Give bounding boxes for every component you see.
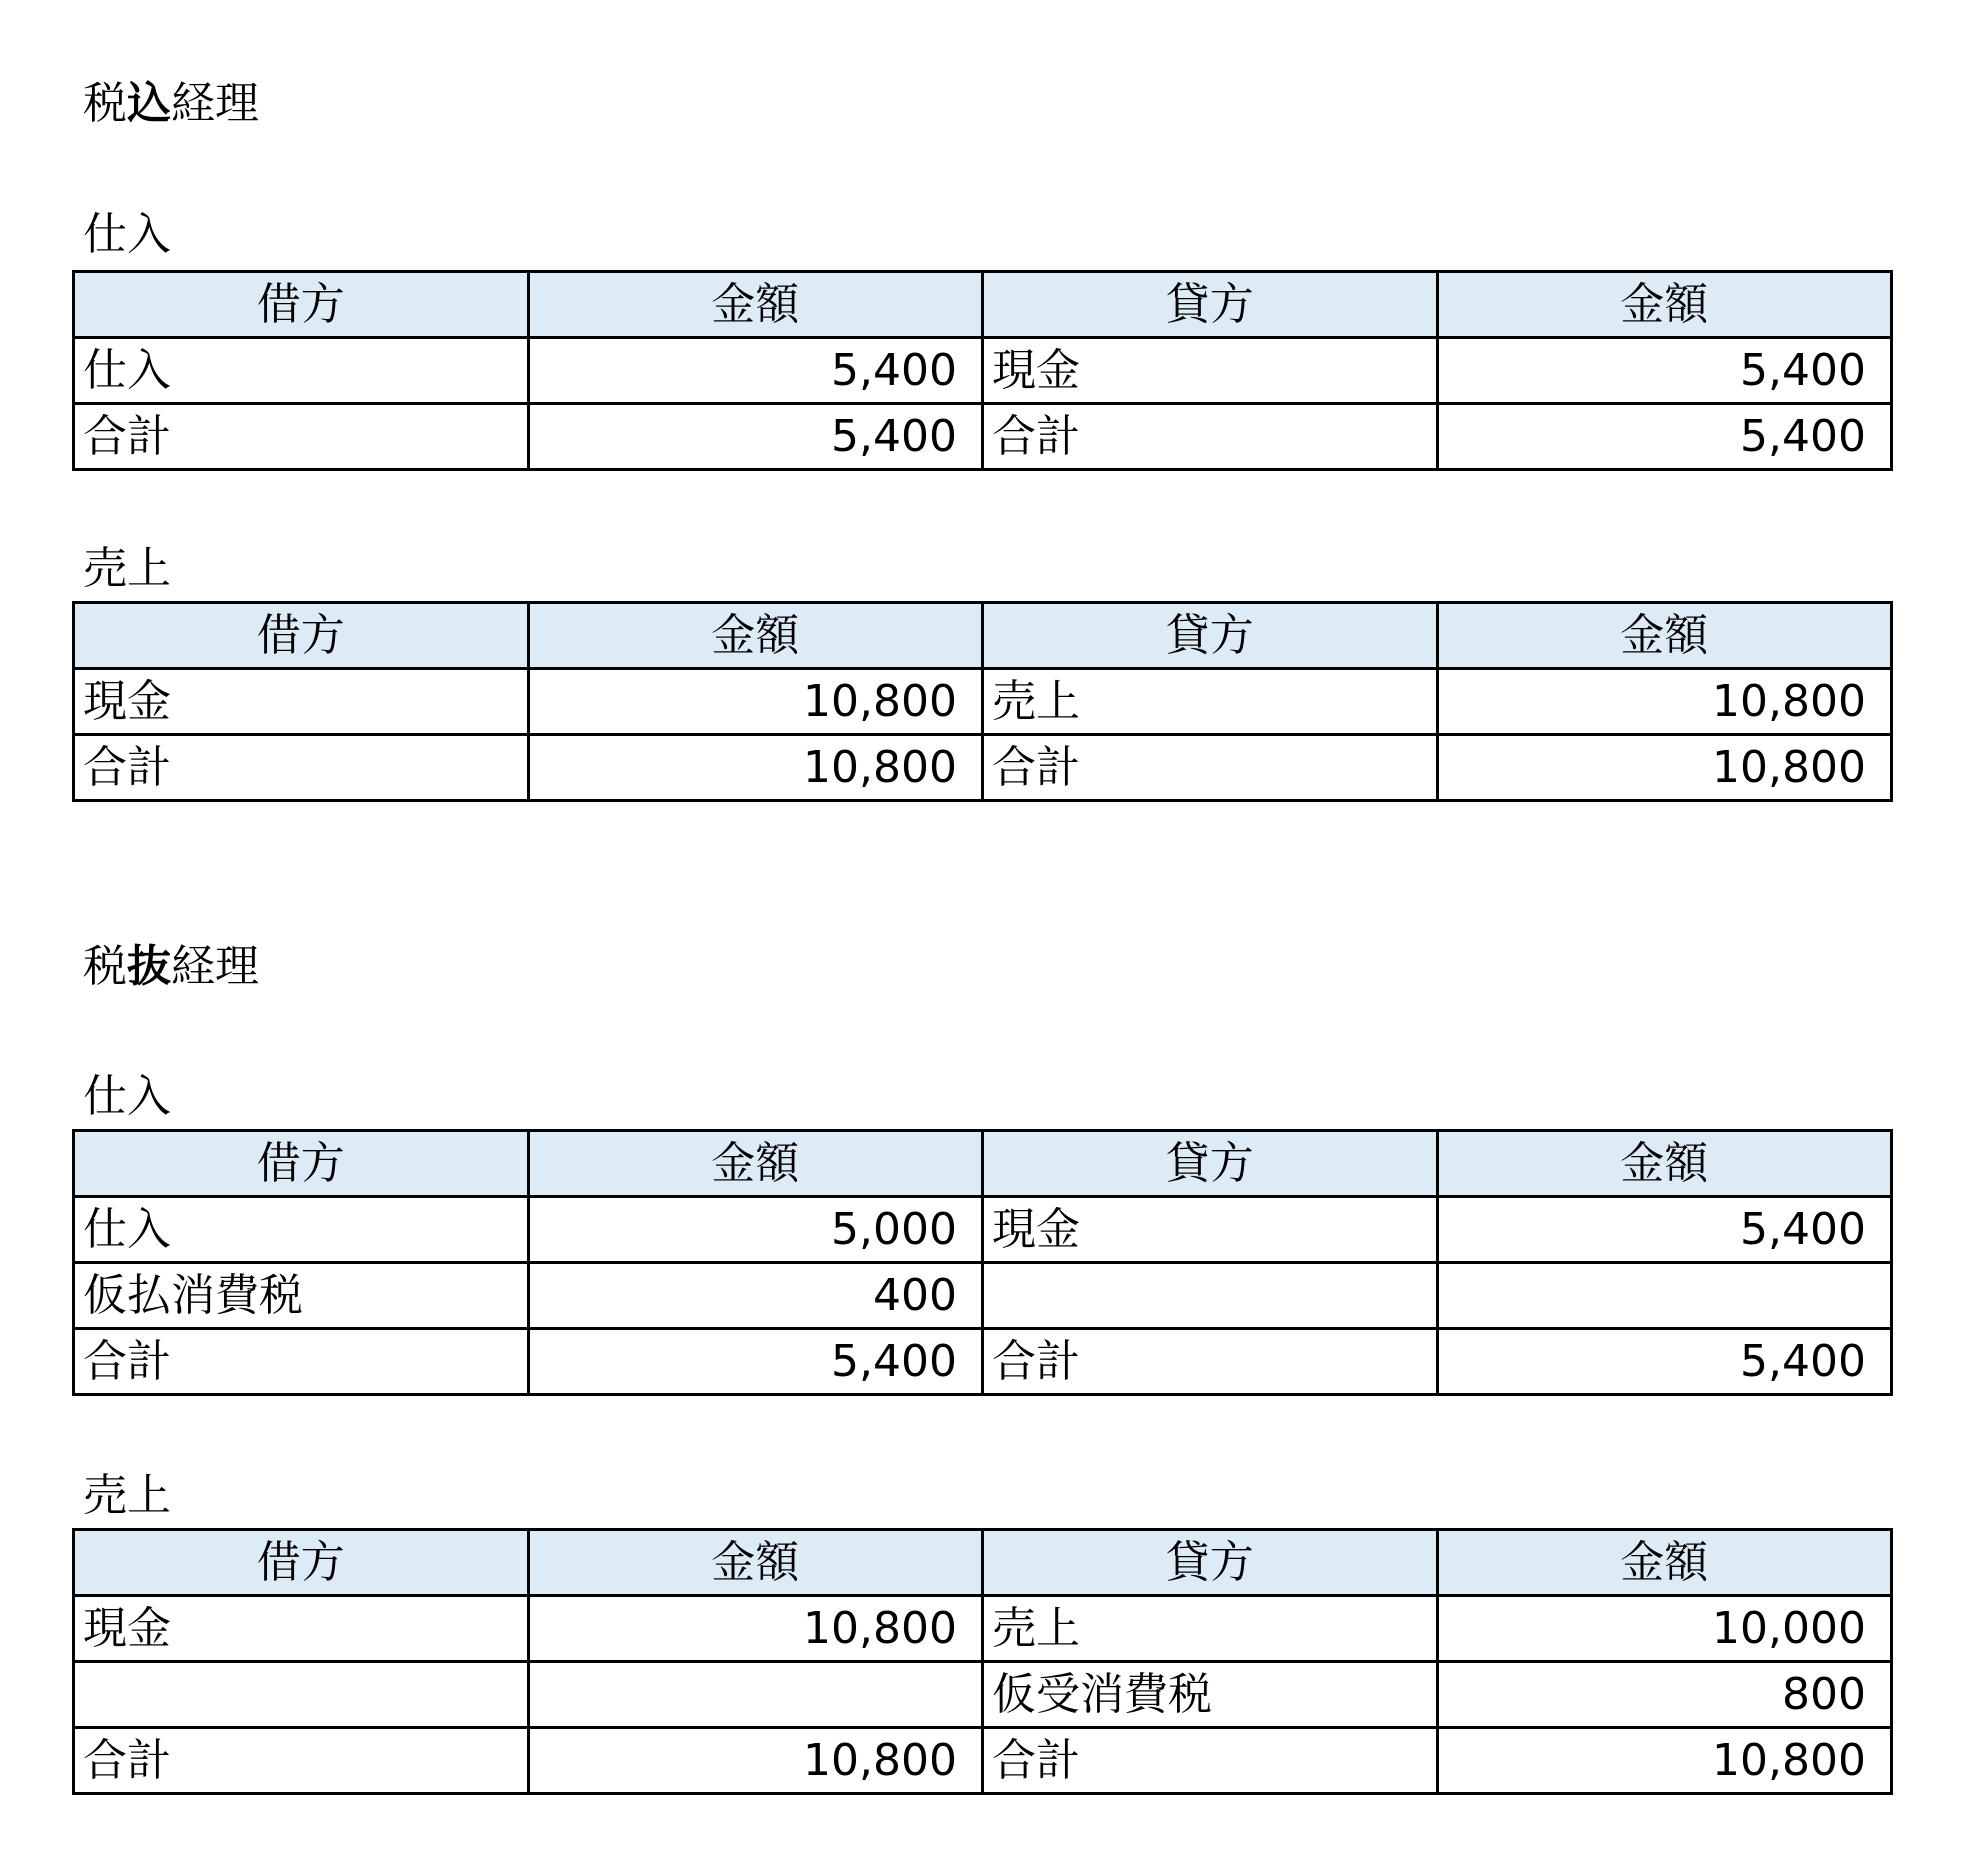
debit-amount-cell: 10,800 — [528, 1728, 983, 1794]
header-debit-amount: 金額 — [528, 1131, 983, 1197]
credit-amount-cell — [1437, 1263, 1892, 1329]
credit-amount-cell: 5,400 — [1437, 1329, 1892, 1395]
debit-amount-cell: 400 — [528, 1263, 983, 1329]
header-credit-amount: 金額 — [1437, 1131, 1892, 1197]
total-row — [74, 735, 1892, 801]
title-emphasis: 込 — [127, 78, 171, 129]
title-emphasis: 抜 — [127, 941, 171, 992]
table-row — [74, 1662, 1892, 1728]
debit-account-cell: 合計 — [74, 1728, 529, 1794]
credit-account-cell — [983, 1263, 1438, 1329]
header-debit: 借方 — [74, 1131, 529, 1197]
total-row — [74, 404, 1892, 470]
credit-account-cell: 合計 — [983, 404, 1438, 470]
header-credit-amount: 金額 — [1437, 1530, 1892, 1596]
title-suffix: 経理 — [171, 941, 259, 992]
credit-account-cell: 仮受消費税 — [983, 1662, 1438, 1728]
header-credit-amount: 金額 — [1437, 272, 1892, 338]
total-row — [74, 1329, 1892, 1395]
section-title-tax-inclusive — [83, 78, 259, 129]
debit-account-cell — [74, 1662, 529, 1728]
debit-amount-cell: 10,800 — [528, 1596, 983, 1662]
header-debit-amount: 金額 — [528, 272, 983, 338]
credit-amount-cell: 5,400 — [1437, 1197, 1892, 1263]
credit-amount-cell: 800 — [1437, 1662, 1892, 1728]
debit-account-cell: 合計 — [74, 735, 529, 801]
journal-table-inclusive-purchase — [72, 270, 1893, 471]
journal-label-sales: 売上 — [83, 543, 171, 594]
journal-table-exclusive-purchase — [72, 1129, 1893, 1396]
debit-amount-cell — [528, 1662, 983, 1728]
credit-account-cell: 現金 — [983, 1197, 1438, 1263]
debit-amount-cell: 5,400 — [528, 1329, 983, 1395]
credit-amount-cell: 10,800 — [1437, 669, 1892, 735]
header-row — [74, 1530, 1892, 1596]
table-row — [74, 338, 1892, 404]
header-debit: 借方 — [74, 603, 529, 669]
title-prefix: 税 — [83, 941, 127, 992]
header-credit: 貸方 — [983, 603, 1438, 669]
journal-label-purchase: 仕入 — [83, 209, 171, 260]
credit-account-cell: 合計 — [983, 1329, 1438, 1395]
debit-account-cell: 合計 — [74, 1329, 529, 1395]
journal-table-inclusive-sales — [72, 601, 1893, 802]
credit-amount-cell: 10,000 — [1437, 1596, 1892, 1662]
debit-account-cell: 現金 — [74, 669, 529, 735]
debit-amount-cell: 10,800 — [528, 669, 983, 735]
debit-account-cell: 現金 — [74, 1596, 529, 1662]
debit-amount-cell: 10,800 — [528, 735, 983, 801]
debit-amount-cell: 5,400 — [528, 338, 983, 404]
header-credit: 貸方 — [983, 1131, 1438, 1197]
header-debit-amount: 金額 — [528, 603, 983, 669]
credit-amount-cell: 5,400 — [1437, 404, 1892, 470]
debit-account-cell: 仮払消費税 — [74, 1263, 529, 1329]
credit-account-cell: 現金 — [983, 338, 1438, 404]
debit-account-cell: 仕入 — [74, 1197, 529, 1263]
header-credit: 貸方 — [983, 272, 1438, 338]
debit-account-cell: 仕入 — [74, 338, 529, 404]
debit-account-cell: 合計 — [74, 404, 529, 470]
header-debit: 借方 — [74, 272, 529, 338]
credit-account-cell: 売上 — [983, 669, 1438, 735]
section-title-tax-exclusive — [83, 941, 259, 992]
journal-label-sales: 売上 — [83, 1470, 171, 1521]
credit-account-cell: 合計 — [983, 1728, 1438, 1794]
title-suffix: 経理 — [171, 78, 259, 129]
table-row — [74, 1596, 1892, 1662]
header-credit-amount: 金額 — [1437, 603, 1892, 669]
header-credit: 貸方 — [983, 1530, 1438, 1596]
table-row — [74, 669, 1892, 735]
header-row — [74, 1131, 1892, 1197]
header-row — [74, 272, 1892, 338]
header-debit-amount: 金額 — [528, 1530, 983, 1596]
total-row — [74, 1728, 1892, 1794]
debit-amount-cell: 5,400 — [528, 404, 983, 470]
credit-amount-cell: 10,800 — [1437, 735, 1892, 801]
credit-amount-cell: 10,800 — [1437, 1728, 1892, 1794]
credit-amount-cell: 5,400 — [1437, 338, 1892, 404]
journal-label-purchase: 仕入 — [83, 1071, 171, 1122]
header-debit: 借方 — [74, 1530, 529, 1596]
journal-table-exclusive-sales — [72, 1528, 1893, 1795]
debit-amount-cell: 5,000 — [528, 1197, 983, 1263]
credit-account-cell: 売上 — [983, 1596, 1438, 1662]
header-row — [74, 603, 1892, 669]
credit-account-cell: 合計 — [983, 735, 1438, 801]
table-row — [74, 1263, 1892, 1329]
title-prefix: 税 — [83, 78, 127, 129]
table-row — [74, 1197, 1892, 1263]
